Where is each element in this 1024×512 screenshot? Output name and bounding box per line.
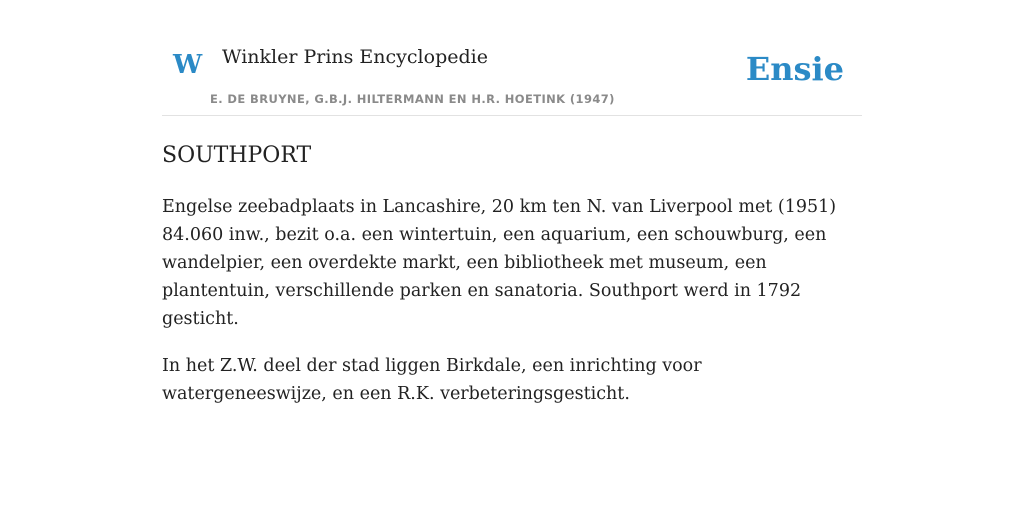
encyclopedia-header — [162, 40, 862, 116]
article-paragraph: In het Z.W. deel der stad liggen Birkdale, een inrichting voor watergeneeswijze, en een R.K. verbeteringsgesticht. — [162, 356, 702, 404]
article-paragraph: Engelse zeebadplaats in Lancashire, 20 km ten N. van Liverpool met (1951) 84.060 inw., bezit o.a. een wintertuin, een aquarium, een schouwburg, een wandelpier, een overdekte markt, een bibliotheek met museum, een plantentuin, verschillende parken en sanatoria. Southport werd in 1792 gesticht. — [162, 197, 837, 329]
encyclopedia-authors: E. DE BRUYNE, G.B.J. HILTERMANN EN H.R. HOETINK (1947) — [210, 92, 615, 106]
encyclopedia-title[interactable]: Winkler Prins Encyclopedie — [222, 46, 488, 68]
article-title: SOUTHPORT — [162, 143, 312, 168]
encyclopedia-logo-icon: W — [173, 50, 203, 80]
article-container — [162, 40, 862, 408]
ensie-brand-link[interactable]: Ensie — [745, 50, 844, 88]
